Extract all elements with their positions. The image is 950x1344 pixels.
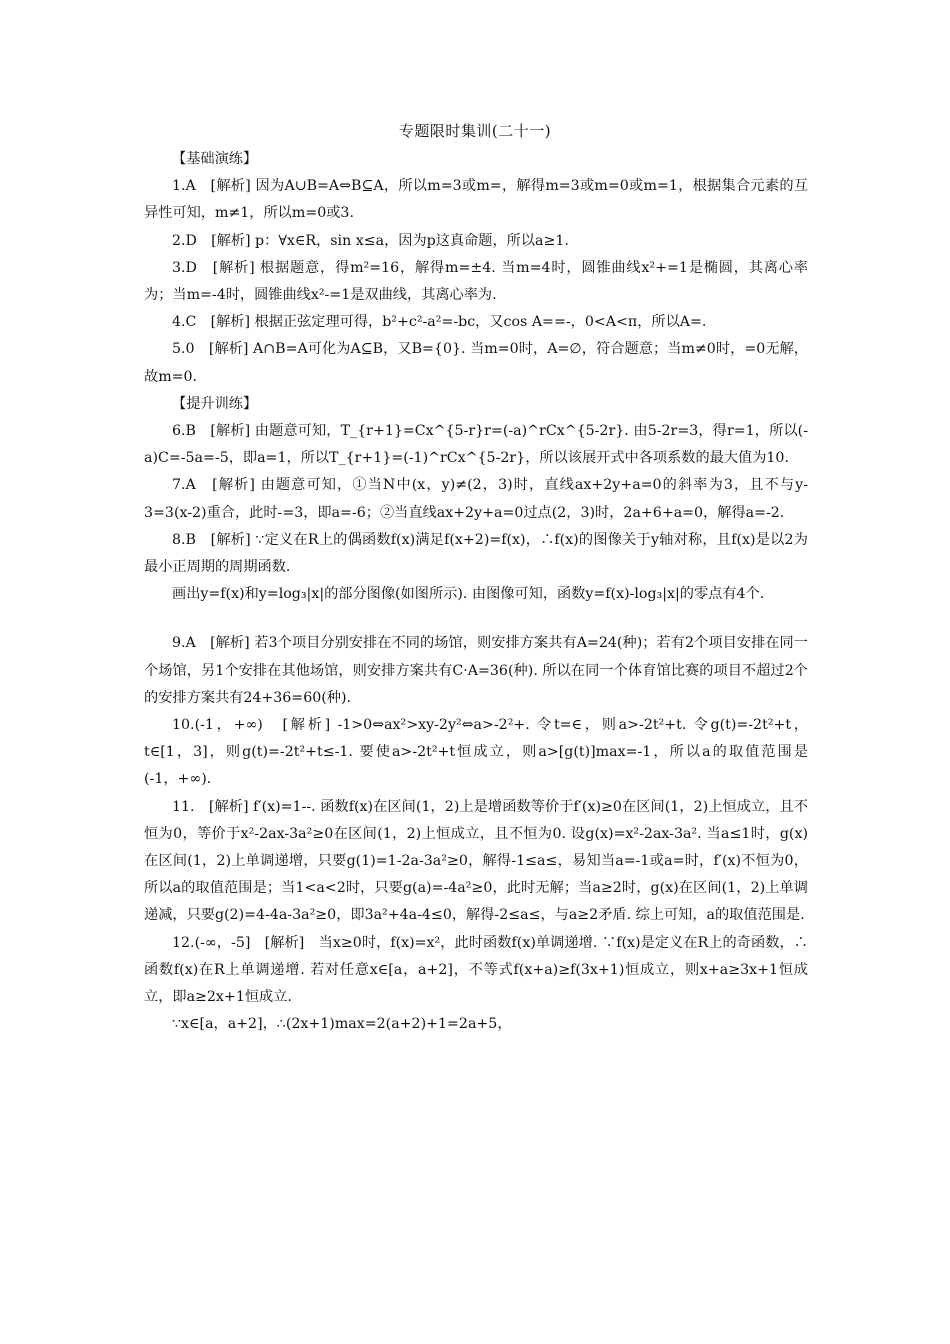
- answer-4: 4.C [解析] 根据正弦定理可得，b²+c²-a²=-bc，又cos A==-，0<A<π，所以A=.: [172, 314, 707, 331]
- answer-8: 8.B [解析] ∵定义在R上的偶函数f(x)满足f(x+2)=f(x)，∴f(x)的图像关于y轴对称，且f(x)是以2为最小正周期的周期函数.: [144, 531, 808, 576]
- answer-6: 6.B [解析] 由题意可知，T_{r+1}=Cx^{5-r}r=(-a)^rCx^{5-2r}. 由5-2r=3，得r=1，所以(-a)C=-5a=-5，即a=1，所以T_{r+1}=(-1)^rCx^{5-2r}，所以该展开式中各项系数的最大值为10.: [144, 423, 808, 467]
- answer-12: 12.(-∞，-5] [解析] 当x≥0时，f(x)=x²，此时函数f(x)单调递增. ∵f(x)是定义在R上的奇函数，∴函数f(x)在R上单调递增. 若对任意x∈[a，a+2]，不等式f(x+a)≥f(3x+1)恒成立，则x+a≥3x+1恒成立，即a≥2x+1恒成立.: [144, 934, 808, 1006]
- document-body: [144, 146, 808, 1039]
- answer-8-continued: 画出y=f(x)和y=log₃|x|的部分图像(如图所示). 由图像可知，函数y=f(x)-log₃|x|的零点有4个.: [172, 586, 765, 603]
- answer-11: 11. [解析] f′(x)=1--. 函数f(x)在区间(1，2)上是增函数等价于f′(x)≥0在区间(1，2)上恒成立，且不恒为0，等价于x²-2ax-3a²≥0在区间(1，2)上恒成立，且不恒为0. 设g(x)=x²-2ax-3a². 当a≤1时，g(x)在区间(1，2)上单调递增，只要g(1)=1-2a-3a²≥0，解得-1≤a≤，易知当a=-1或a=时，f′(x)不恒为0，所以a的取值范围是；当1<a<2时，只要g(a)=-4a²≥0，此时无解；当a≥2时，g(x)在区间(1，2)上单调递减，只要g(2)=4-4a-3a²≥0，即3a²+4a-4≤0，解得-2≤a≤，与a≥2矛盾. 综上可知，a的取值范围是.: [144, 798, 808, 924]
- answer-2: 2.D [解析] p：∀x∈R，sin x≤a，因为p这真命题，所以a≥1.: [172, 232, 569, 249]
- answer-9: 9.A [解析] 若3个项目分别安排在不同的场馆，则安排方案共有A=24(种)；若有2个项目安排在同一个场馆，另1个安排在其他场馆，则安排方案共有C·A=36(种). 所以在同一个体育馆比赛的项目不超过2个的安排方案共有24+36=60(种).: [144, 635, 808, 706]
- section-heading-advanced: 【提升训练】: [172, 395, 258, 412]
- answer-5: 5.0 [解析] A∩B=A可化为A⊆B，又B={0}. 当m=0时，A=∅，符合题意；当m≠0时，=0无解，故m=0.: [144, 341, 808, 385]
- page-title: 专题限时集训(二十一): [398, 122, 552, 140]
- answer-10: 10.(-1，+∞) [解析] -1>0⇔ax²>xy-2y²⇔a>-2²+. 令t=∈，则a>-2t²+t. 令g(t)=-2t²+t，t∈[1，3]，则g(t)=-2t²+t≤-1. 要使a>-2t²+t恒成立，则a>[g(t)]max=-1，所以a的取值范围是(-1，+∞).: [144, 717, 808, 788]
- section-heading-basic: 【基础演练】: [172, 151, 258, 167]
- figure-gap: [144, 608, 808, 630]
- answer-12-continued: ∵x∈[a，a+2]，∴(2x+1)max=2(a+2)+1=2a+5，: [172, 1016, 512, 1033]
- answer-1: 1.A [解析] 因为A∪B=A⇔B⊆A，所以m=3或m=，解得m=3或m=0或m=1，根据集合元素的互异性可知，m≠1，所以m=0或3.: [144, 178, 808, 222]
- answer-3: 3.D [解析] 根据题意，得m²=16，解得m=±4. 当m=4时，圆锥曲线x²+=1是椭圆，其离心率为；当m=-4时，圆锥曲线x²-=1是双曲线，其离心率为.: [144, 259, 808, 304]
- answer-7: 7.A [解析] 由题意可知，①当N中(x，y)≠(2，3)时，直线ax+2y+a=0的斜率为3，且不与y-3=3(x-2)重合，此时-=3，即a=-6；②当直线ax+2y+a=0过点(2，3)时，2a+6+a=0，解得a=-2.: [144, 477, 808, 521]
